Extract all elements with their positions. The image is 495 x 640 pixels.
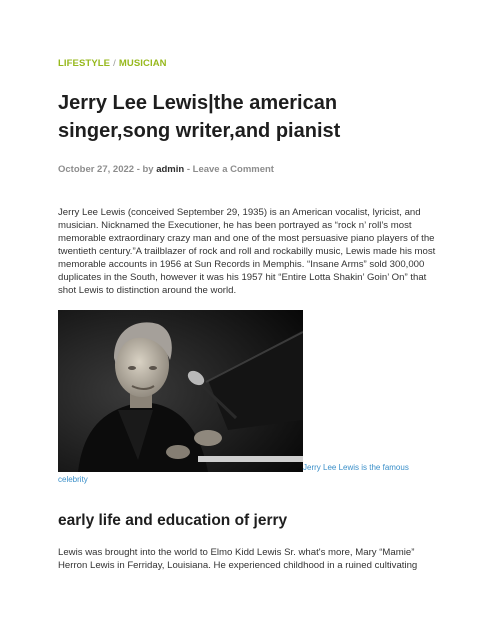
section-paragraph: Lewis was brought into the world to Elmo Kidd Lewis Sr. what's more, Mary “Mamie” Herron Lewis in Ferriday, Louisiana. He experienced childhood in a ruined cultivating <box>58 547 418 571</box>
post-by-text: - by <box>136 164 154 175</box>
intro-paragraph: Jerry Lee Lewis (conceived September 29, 1935) is an American vocalist, lyricist, and musician. Nicknamed the Executioner, he has been portrayed as “rock n’ roll’s most memorable extraordinary crazy man and one of the most persuasive piano players of the twentieth century.”A trailblazer of rock and roll and rockabilly music, Lewis made his most memorable accounts in 1956 at Sun Records in Memphis. “Insane Arms” sold 300,000 duplicates in the South, however it was his 1957 hit “Entire Lotta Shakin’ Goin’ On” that shot Lewis to distinction around the world. <box>58 207 436 296</box>
section-heading: early life and education of jerry <box>58 512 288 529</box>
post-meta <box>58 164 274 175</box>
article-title: Jerry Lee Lewis|the american singer,song writer,and pianist <box>58 92 341 142</box>
article-photo <box>58 310 303 472</box>
category-links <box>58 58 167 69</box>
post-author-link[interactable]: admin <box>156 164 185 175</box>
photo-caption-line2[interactable]: celebrity <box>58 475 88 484</box>
category-musician-link[interactable]: MUSICIAN <box>118 58 167 69</box>
post-comment-separator: - <box>186 164 191 175</box>
photo-caption-line1[interactable]: Jerry Lee Lewis is the famous <box>303 463 409 472</box>
category-separator: / <box>113 58 116 69</box>
leave-comment-link[interactable]: Leave a Comment <box>192 164 274 175</box>
category-lifestyle-link[interactable]: LIFESTYLE <box>58 58 111 69</box>
post-date: October 27, 2022 <box>58 164 135 175</box>
